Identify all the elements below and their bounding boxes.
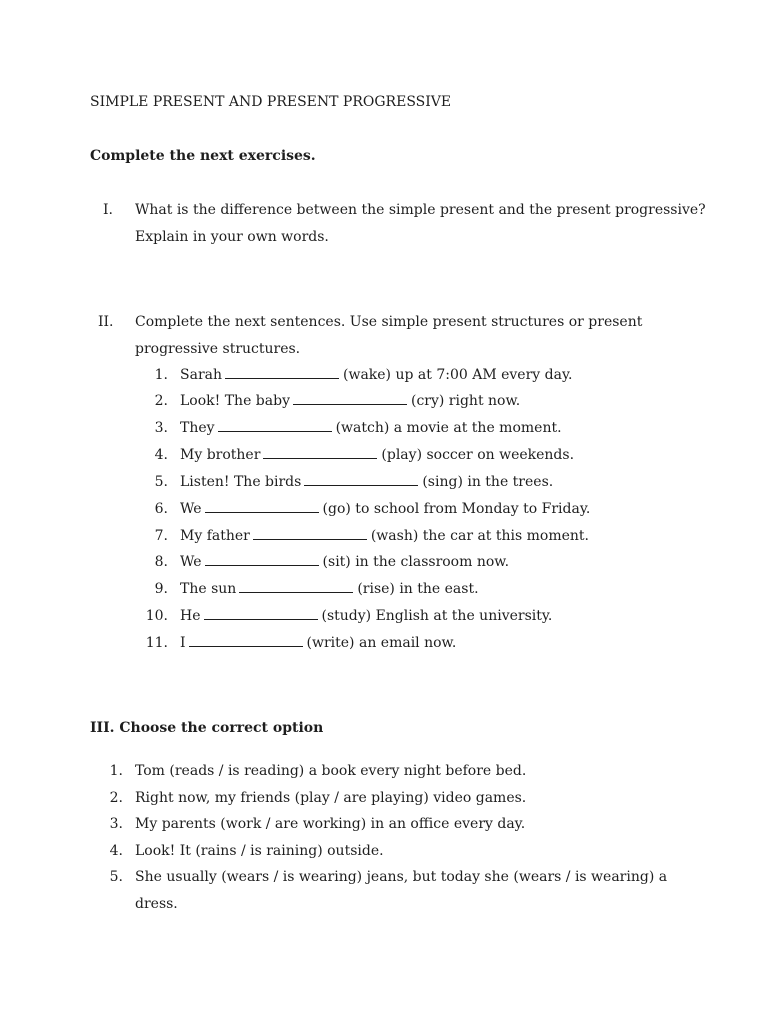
section-1-question-line2: Explain in your own words. — [135, 229, 329, 245]
sentence-start: Look! The baby — [180, 393, 290, 409]
sentence-start: The sun — [180, 581, 237, 597]
option-number: 2. — [109, 790, 123, 806]
answer-blank[interactable] — [204, 607, 318, 620]
sentence-end: (rise) in the east. — [357, 581, 479, 597]
sentence-start: He — [180, 608, 201, 624]
sentence-end: (study) English at the university. — [321, 608, 553, 624]
option-number: 5. — [109, 869, 123, 885]
sentence-end: (play) soccer on weekends. — [381, 447, 575, 463]
option-number: 3. — [109, 816, 123, 832]
answer-blank[interactable] — [218, 419, 332, 432]
section-2-instruction-line1: Complete the next sentences. Use simple present structures or present — [135, 314, 643, 330]
sentence-end: (wash) the car at this moment. — [370, 528, 589, 544]
sentence-start: We — [180, 501, 202, 517]
sentence-item — [180, 446, 574, 464]
sentence-start: They — [180, 420, 215, 436]
option-item: Look! It (rains / is raining) outside. — [135, 843, 384, 859]
sentence-number: 4. — [154, 447, 168, 463]
answer-blank[interactable] — [205, 553, 319, 566]
sentence-number: 10. — [145, 608, 168, 624]
sentence-item — [180, 473, 553, 491]
sentence-start: My father — [180, 528, 250, 544]
sentence-end: (wake) up at 7:00 AM every day. — [343, 367, 573, 383]
sentence-end: (sit) in the classroom now. — [322, 554, 510, 570]
option-number: 4. — [109, 843, 123, 859]
sentence-number: 6. — [154, 501, 168, 517]
sentence-number: 1. — [154, 367, 168, 383]
section-2-instruction-line2: progressive structures. — [135, 341, 301, 357]
sentence-start: I — [180, 635, 186, 651]
sentence-item — [180, 580, 479, 598]
sentence-item — [180, 419, 562, 437]
answer-blank[interactable] — [205, 500, 319, 513]
sentence-item — [180, 553, 509, 571]
answer-blank[interactable] — [304, 473, 418, 486]
sentence-start: Listen! The birds — [180, 474, 302, 490]
sentence-item — [180, 527, 589, 545]
answer-blank[interactable] — [253, 527, 367, 540]
sentence-item — [180, 366, 572, 384]
sentence-item — [180, 500, 590, 518]
section-2-numeral: II. — [98, 314, 114, 330]
answer-blank[interactable] — [239, 580, 353, 593]
answer-blank[interactable] — [293, 392, 407, 405]
section-1-numeral: I. — [103, 202, 113, 218]
option-number: 1. — [109, 763, 123, 779]
option-item: She usually (wears / is wearing) jeans, but today she (wears / is wearing) a — [135, 869, 668, 885]
sentence-start: Sarah — [180, 367, 222, 383]
sentence-start: My brother — [180, 447, 261, 463]
option-item: My parents (work / are working) in an office every day. — [135, 816, 526, 832]
sentence-end: (cry) right now. — [410, 393, 521, 409]
page-title: SIMPLE PRESENT AND PRESENT PROGRESSIVE — [90, 94, 452, 110]
answer-blank[interactable] — [263, 446, 377, 459]
sentence-item — [180, 634, 456, 652]
instruction: Complete the next exercises. — [90, 148, 316, 164]
sentence-number: 5. — [154, 474, 168, 490]
sentence-number: 8. — [154, 554, 168, 570]
option-item: Tom (reads / is reading) a book every night before bed. — [135, 763, 527, 779]
sentence-end: (watch) a movie at the moment. — [335, 420, 562, 436]
sentence-number: 3. — [154, 420, 168, 436]
sentence-number: 2. — [154, 393, 168, 409]
sentence-end: (sing) in the trees. — [422, 474, 554, 490]
answer-blank[interactable] — [189, 634, 303, 647]
sentence-number: 11. — [145, 635, 168, 651]
sentence-end: (go) to school from Monday to Friday. — [322, 501, 591, 517]
option-item-continuation: dress. — [135, 896, 178, 912]
sentence-end: (write) an email now. — [306, 635, 457, 651]
option-item: Right now, my friends (play / are playing) video games. — [135, 790, 527, 806]
section-3-heading: III. Choose the correct option — [90, 720, 324, 736]
sentence-item — [180, 607, 552, 625]
answer-blank[interactable] — [225, 366, 339, 379]
sentence-item — [180, 392, 520, 410]
sentence-start: We — [180, 554, 202, 570]
sentence-number: 7. — [154, 528, 168, 544]
section-1-question-line1: What is the difference between the simple present and the present progressive? — [135, 202, 706, 218]
sentence-number: 9. — [154, 581, 168, 597]
